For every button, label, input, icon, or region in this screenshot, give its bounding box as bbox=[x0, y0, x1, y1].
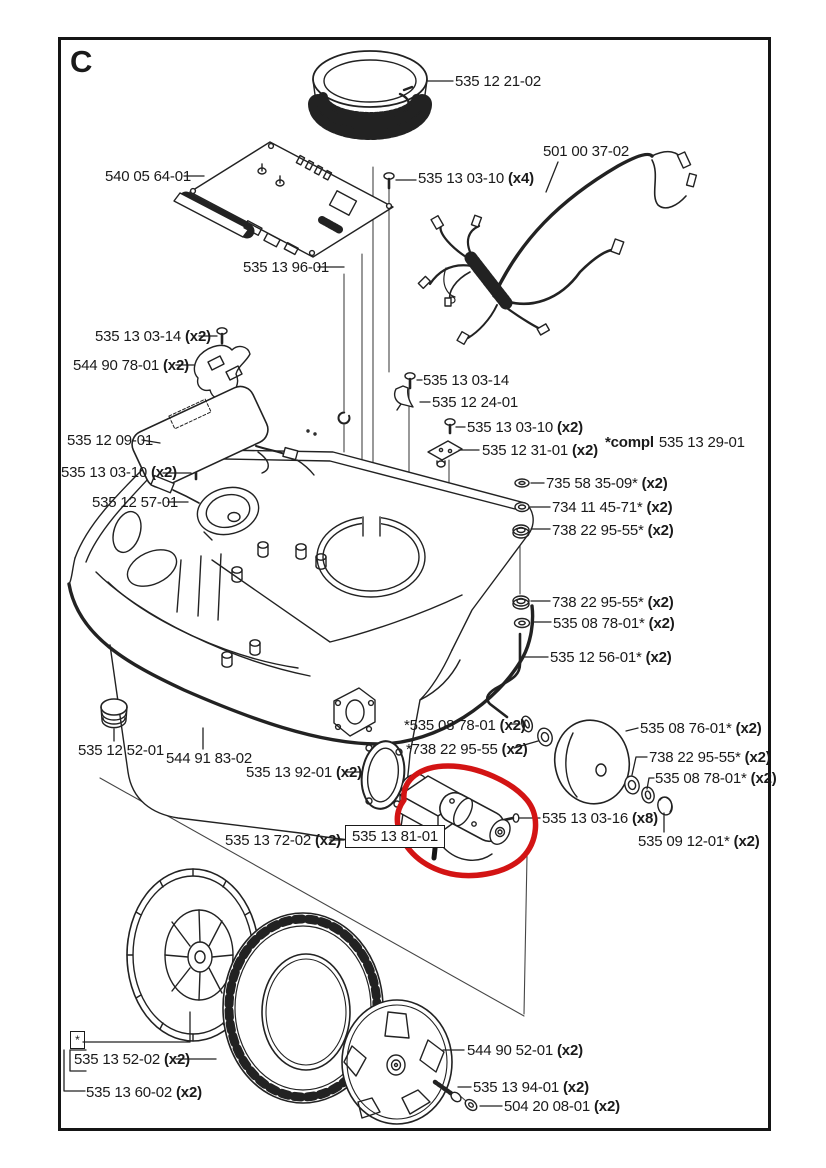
part-label: *535 08 78-01 (x2) bbox=[404, 717, 526, 734]
part-label: 544 90 78-01 (x2) bbox=[73, 357, 189, 374]
part-label: 535 13 03-10 (x4) bbox=[418, 170, 534, 187]
part-label: 535 13 03-14 bbox=[423, 372, 510, 389]
part-label: 734 11 45-71* (x2) bbox=[552, 499, 673, 516]
drum-drawing bbox=[313, 51, 427, 130]
screw-icon bbox=[217, 328, 227, 343]
part-label: 535 12 52-01 bbox=[78, 742, 165, 759]
part-label: 535 13 52-02 (x2) bbox=[74, 1051, 190, 1068]
washer-icon bbox=[515, 479, 529, 487]
clip-drawing bbox=[395, 386, 413, 410]
part-label-boxed: 535 13 81-01 bbox=[345, 825, 445, 848]
part-label: 535 08 78-01* (x2) bbox=[655, 770, 777, 787]
part-label: 504 20 08-01 (x2) bbox=[504, 1098, 620, 1115]
part-label: 535 12 09-01 bbox=[67, 432, 154, 449]
part-label: 544 91 83-02 bbox=[166, 750, 253, 767]
part-label: *738 22 95-55 (x2) bbox=[406, 741, 528, 758]
part-label: *compl 535 13 29-01 bbox=[605, 434, 745, 451]
washer-icon bbox=[640, 786, 656, 805]
part-label: 738 22 95-55* (x2) bbox=[552, 594, 674, 611]
sheet-letter: C bbox=[70, 44, 93, 79]
plate-drawing bbox=[428, 441, 462, 467]
part-label: 535 13 96-01 bbox=[243, 259, 330, 276]
washer-icon bbox=[515, 503, 529, 512]
part-label: 535 08 78-01* (x2) bbox=[553, 615, 675, 632]
pcb-drawing bbox=[174, 142, 393, 257]
part-label: 535 12 21-02 bbox=[455, 73, 542, 90]
washer-icon bbox=[515, 619, 530, 628]
hubcap-drawing bbox=[342, 1000, 452, 1124]
washer-icon bbox=[463, 1097, 479, 1112]
screw-icon bbox=[384, 173, 394, 188]
part-label: 535 12 24-01 bbox=[432, 394, 519, 411]
part-label: 535 13 03-14 (x2) bbox=[95, 328, 211, 345]
part-label: 544 90 52-01 (x2) bbox=[467, 1042, 583, 1059]
part-label: 535 12 31-01 (x2) bbox=[482, 442, 598, 459]
part-label: 535 13 03-10 (x2) bbox=[467, 419, 583, 436]
part-label: 735 58 35-09* (x2) bbox=[546, 475, 668, 492]
part-label: 535 13 03-10 (x2) bbox=[61, 464, 177, 481]
part-label: 535 13 60-02 (x2) bbox=[86, 1084, 202, 1101]
cap-icon bbox=[656, 795, 674, 816]
part-label: 535 09 12-01* (x2) bbox=[638, 833, 760, 850]
part-label: 738 22 95-55* (x2) bbox=[552, 522, 674, 539]
part-label: 501 00 37-02 bbox=[543, 143, 630, 160]
part-label: 535 13 03-16 (x8) bbox=[542, 810, 658, 827]
caster-axle-drawing bbox=[487, 634, 520, 717]
bearing-icon bbox=[513, 596, 529, 609]
part-label: 535 08 76-01* (x2) bbox=[640, 720, 762, 737]
part-label: 535 13 72-02 (x2) bbox=[225, 832, 341, 849]
part-label: 535 12 56-01* (x2) bbox=[550, 649, 672, 666]
part-label: 535 13 94-01 (x2) bbox=[473, 1079, 589, 1096]
part-label: 540 05 64-01 bbox=[105, 168, 192, 185]
screw-icon bbox=[445, 419, 455, 433]
part-label: 535 12 57-01 bbox=[92, 494, 179, 511]
bearing-icon bbox=[536, 726, 555, 747]
asterisk-marker: * bbox=[70, 1031, 85, 1049]
part-label: 738 22 95-55* (x2) bbox=[649, 749, 771, 766]
screw-icon bbox=[405, 373, 415, 388]
circlip-icon bbox=[339, 413, 350, 424]
part-label: 535 13 92-01 (x2) bbox=[246, 764, 362, 781]
